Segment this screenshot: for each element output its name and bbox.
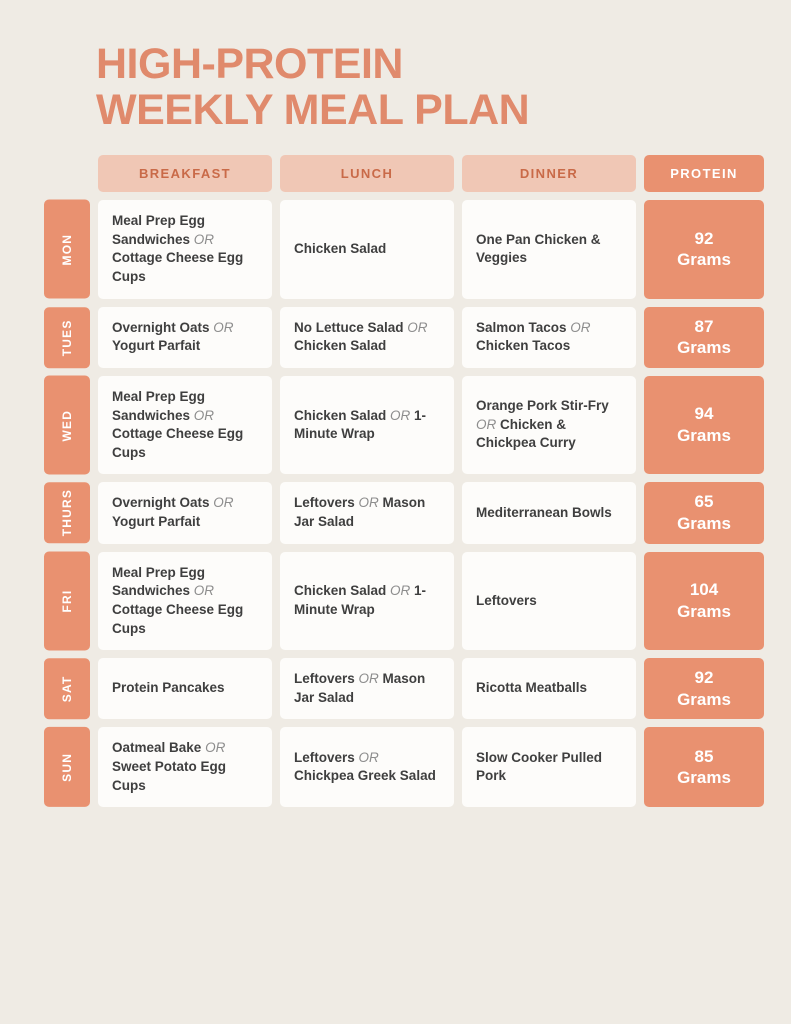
meal-cell-lunch [280, 727, 454, 807]
meal-cell-lunch [280, 658, 454, 719]
meal-cell-breakfast [98, 727, 272, 807]
meal-cell-dinner [462, 482, 636, 543]
meal-cell-dinner [462, 307, 636, 368]
meal-cell-lunch [280, 552, 454, 651]
meal-cell-breakfast [98, 658, 272, 719]
meal-text: Oatmeal Bake OR Sweet Potato Egg Cups [112, 740, 227, 793]
day-label: SUN [44, 727, 90, 807]
meal-cell-dinner [462, 552, 636, 651]
protein-amount: 65 [694, 492, 714, 512]
protein-amount: 92 [694, 228, 714, 248]
page-title-line-2: WEEKLY MEAL PLAN [96, 85, 530, 134]
protein-value [644, 482, 764, 543]
meal-cell-breakfast [98, 552, 272, 651]
protein-value [644, 552, 764, 651]
protein-amount: 87 [694, 316, 714, 336]
meal-text: Meal Prep Egg Sandwiches OR Cottage Cheese Egg Cups [112, 564, 244, 636]
protein-value [644, 200, 764, 299]
protein-unit: Grams [677, 338, 731, 358]
protein-unit: Grams [677, 768, 731, 788]
day-label: SAT [44, 658, 90, 719]
meal-plan-table [44, 155, 747, 807]
meal-text: Protein Pancakes [112, 680, 225, 696]
meal-cell-breakfast [98, 307, 272, 368]
meal-cell-dinner [462, 376, 636, 475]
meal-text: Ricotta Meatballs [476, 680, 588, 696]
meal-text: Slow Cooker Pulled Pork [476, 749, 603, 784]
meal-text: Orange Pork Stir-Fry OR Chicken & Chickpea Curry [476, 398, 609, 451]
column-header-dinner: DINNER [462, 155, 636, 192]
protein-value [644, 658, 764, 719]
meal-text: Chicken Salad OR 1-Minute Wrap [294, 583, 427, 617]
meal-text: Salmon Tacos OR Chicken Tacos [476, 319, 591, 354]
meal-text: Leftovers [476, 592, 537, 608]
meal-text: Meal Prep Egg Sandwiches OR Cottage Cheese Egg Cups [112, 388, 244, 460]
meal-cell-lunch [280, 307, 454, 368]
meal-cell-breakfast [98, 200, 272, 299]
protein-amount: 85 [694, 746, 714, 766]
protein-value [644, 307, 764, 368]
meal-cell-breakfast [98, 376, 272, 475]
meal-text: Leftovers OR Chickpea Greek Salad [294, 749, 436, 784]
protein-unit: Grams [677, 689, 731, 709]
protein-unit: Grams [677, 426, 731, 446]
protein-unit: Grams [677, 601, 731, 621]
meal-cell-lunch [280, 376, 454, 475]
protein-amount: 94 [694, 404, 714, 424]
meal-cell-dinner [462, 200, 636, 299]
meal-cell-lunch [280, 200, 454, 299]
meal-text: No Lettuce Salad OR Chicken Salad [294, 319, 428, 354]
meal-text: Leftovers OR Mason Jar Salad [294, 671, 426, 705]
day-label: MON [44, 200, 90, 299]
column-header-lunch: LUNCH [280, 155, 454, 192]
meal-text: Overnight Oats OR Yogurt Parfait [112, 495, 234, 530]
page-title-line-1: HIGH-PROTEIN [96, 40, 403, 88]
protein-unit: Grams [677, 514, 731, 534]
column-header-breakfast: BREAKFAST [98, 155, 272, 192]
meal-cell-dinner [462, 658, 636, 719]
protein-value [644, 376, 764, 475]
day-label: THURS [44, 482, 90, 543]
column-header-protein: PROTEIN [644, 155, 764, 192]
protein-unit: Grams [677, 250, 731, 270]
day-label: WED [44, 376, 90, 475]
protein-amount: 92 [694, 668, 714, 688]
meal-text: Leftovers OR Mason Jar Salad [294, 495, 426, 530]
page-title [96, 42, 747, 133]
table-corner-spacer [44, 155, 90, 192]
meal-cell-lunch [280, 482, 454, 543]
meal-text: One Pan Chicken & Veggies [476, 231, 601, 266]
meal-text: Chicken Salad OR 1-Minute Wrap [294, 407, 427, 442]
meal-cell-dinner [462, 727, 636, 807]
protein-value [644, 727, 764, 807]
meal-text: Chicken Salad [294, 241, 387, 257]
meal-text: Meal Prep Egg Sandwiches OR Cottage Cheese Egg Cups [112, 213, 244, 285]
meal-text: Overnight Oats OR Yogurt Parfait [112, 319, 234, 354]
day-label: FRI [44, 552, 90, 651]
meal-text: Mediterranean Bowls [476, 504, 612, 520]
day-label: TUES [44, 307, 90, 368]
meal-cell-breakfast [98, 482, 272, 543]
protein-amount: 104 [689, 580, 719, 600]
